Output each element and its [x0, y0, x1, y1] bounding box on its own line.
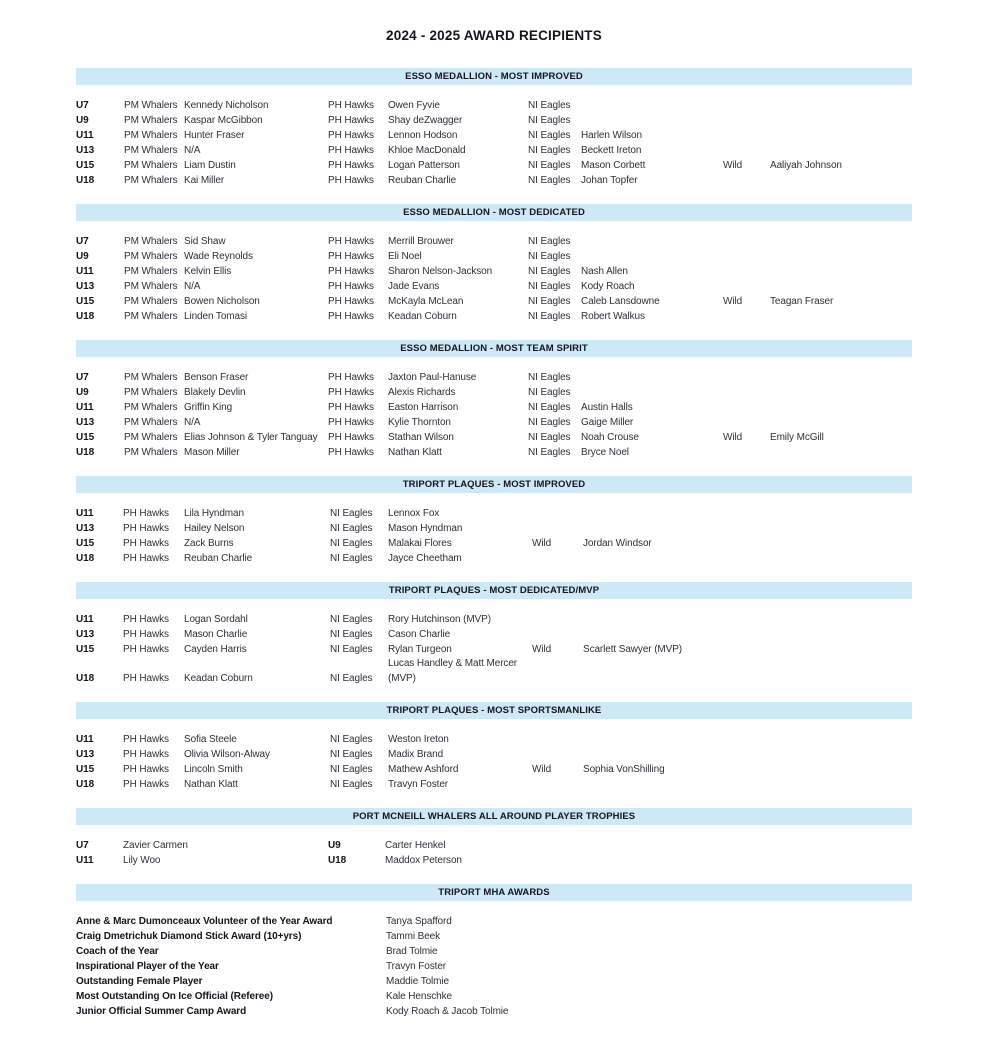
award-row — [76, 536, 912, 551]
recipient-name: Benson Fraser — [184, 371, 249, 383]
age-label: U18 — [76, 446, 95, 458]
team-label: PM Whalers — [124, 371, 178, 383]
team-label: Wild — [532, 643, 552, 655]
recipient-name: Kylie Thornton — [388, 416, 451, 428]
recipient-name: Zack Burns — [184, 537, 234, 549]
team-label: Wild — [723, 431, 743, 443]
award-row — [76, 128, 912, 143]
team-label: PH Hawks — [328, 446, 374, 458]
award-row — [76, 385, 912, 400]
recipient-name: Maddox Peterson — [385, 854, 462, 866]
recipient-name: Nash Allen — [581, 265, 628, 277]
award-row — [76, 309, 912, 324]
team-label: PH Hawks — [123, 552, 169, 564]
age-label: U13 — [76, 628, 95, 640]
section-header-label: ESSO MEDALLION - MOST DEDICATED — [403, 207, 585, 218]
age-label: U7 — [76, 839, 89, 851]
team-label: NI Eagles — [528, 446, 571, 458]
recipient-name: Alexis Richards — [388, 386, 456, 398]
team-label: PH Hawks — [328, 431, 374, 443]
team-label: PM Whalers — [124, 235, 178, 247]
award-row — [76, 929, 912, 944]
recipient-name: Rylan Turgeon — [388, 643, 452, 655]
recipient-name: Emily McGill — [770, 431, 824, 443]
recipient-name: Malakai Flores — [388, 537, 452, 549]
recipient-name: Gaige Miller — [581, 416, 634, 428]
recipient-name: Mason Charlie — [184, 628, 248, 640]
age-label: U11 — [76, 507, 94, 519]
award-name: Craig Dmetrichuk Diamond Stick Award (10+yrs) — [76, 930, 302, 942]
award-section — [76, 340, 912, 460]
age-label: U18 — [76, 672, 95, 684]
team-label: NI Eagles — [528, 416, 571, 428]
team-label: PH Hawks — [123, 537, 169, 549]
team-label: PH Hawks — [328, 144, 374, 156]
award-row — [76, 657, 912, 686]
team-label: Wild — [532, 537, 552, 549]
team-label: PH Hawks — [123, 778, 169, 790]
recipient-name: Jaxton Paul-Hanuse — [388, 371, 477, 383]
recipient-name: Shay deZwagger — [388, 114, 463, 126]
recipient-name: Jayce Cheetham — [388, 552, 462, 564]
team-label: PH Hawks — [123, 748, 169, 760]
team-label: PM Whalers — [124, 446, 178, 458]
recipient-name: Lincoln Smith — [184, 763, 243, 775]
section-header-label: TRIPORT PLAQUES - MOST IMPROVED — [402, 479, 586, 490]
team-label: PH Hawks — [328, 174, 374, 186]
team-label: NI Eagles — [330, 672, 373, 684]
team-label: NI Eagles — [528, 159, 571, 171]
award-recipient: Tammi Beek — [386, 930, 441, 942]
award-recipient: Kody Roach & Jacob Tolmie — [386, 1005, 509, 1017]
team-label: PH Hawks — [328, 250, 374, 262]
recipient-name: Kody Roach — [581, 280, 635, 292]
recipient-name: Reuban Charlie — [184, 552, 253, 564]
recipient-name: Robert Walkus — [581, 310, 645, 322]
award-recipient: Kale Henschke — [386, 990, 452, 1002]
section-header-band — [76, 702, 912, 719]
award-row — [76, 777, 912, 792]
team-label: PM Whalers — [124, 280, 178, 292]
team-label: NI Eagles — [528, 129, 571, 141]
recipient-name: Jade Evans — [388, 280, 440, 292]
award-row — [76, 143, 912, 158]
team-label: PH Hawks — [328, 371, 374, 383]
award-row — [76, 959, 912, 974]
age-label: U7 — [76, 235, 89, 247]
recipient-name: Kelvin Ellis — [184, 265, 232, 277]
team-label: PM Whalers — [124, 431, 178, 443]
recipient-name: Easton Harrison — [388, 401, 459, 413]
award-row — [76, 838, 912, 853]
recipient-name: Lennon Hodson — [388, 129, 458, 141]
recipient-name: N/A — [184, 144, 201, 156]
team-label: NI Eagles — [528, 280, 571, 292]
award-name: Anne & Marc Dumonceaux Volunteer of the Year Award — [76, 915, 333, 927]
team-label: PH Hawks — [328, 295, 374, 307]
page-title: 2024 - 2025 AWARD RECIPIENTS — [386, 28, 602, 43]
team-label: PH Hawks — [328, 159, 374, 171]
team-label: PM Whalers — [124, 129, 178, 141]
team-label: PH Hawks — [328, 386, 374, 398]
recipient-name: Logan Patterson — [388, 159, 460, 171]
recipient-name: Mason Miller — [184, 446, 240, 458]
team-label: NI Eagles — [528, 114, 571, 126]
section-rows — [76, 612, 912, 686]
team-label: NI Eagles — [528, 99, 571, 111]
award-row — [76, 113, 912, 128]
team-label: PH Hawks — [123, 522, 169, 534]
age-label: U18 — [328, 854, 347, 866]
team-label: NI Eagles — [528, 265, 571, 277]
team-label: PH Hawks — [328, 416, 374, 428]
team-label: PH Hawks — [328, 99, 374, 111]
recipient-name: Caleb Lansdowne — [581, 295, 660, 307]
recipient-name: Zavier Carmen — [123, 839, 188, 851]
age-label: U15 — [76, 537, 95, 549]
team-label: PH Hawks — [123, 628, 169, 640]
team-label: NI Eagles — [330, 733, 373, 745]
recipient-name: Austin Halls — [581, 401, 633, 413]
recipient-name: Aaliyah Johnson — [770, 159, 842, 171]
section-header-band — [76, 884, 912, 901]
recipient-name: Liam Dustin — [184, 159, 236, 171]
age-label: U9 — [76, 114, 89, 126]
award-row — [76, 521, 912, 536]
recipient-name: Teagan Fraser — [770, 295, 834, 307]
team-label: PH Hawks — [123, 507, 169, 519]
age-label: U11 — [76, 613, 94, 625]
team-label: NI Eagles — [528, 431, 571, 443]
team-label: NI Eagles — [528, 144, 571, 156]
recipient-name: Mathew Ashford — [388, 763, 459, 775]
age-label: U18 — [76, 552, 95, 564]
award-row — [76, 279, 912, 294]
section-rows — [76, 914, 912, 1019]
team-label: PH Hawks — [123, 672, 169, 684]
section-rows — [76, 370, 912, 460]
award-row — [76, 370, 912, 385]
award-row — [76, 974, 912, 989]
award-name: Inspirational Player of the Year — [76, 960, 219, 972]
age-label: U15 — [76, 431, 95, 443]
team-label: PH Hawks — [123, 763, 169, 775]
award-row — [76, 98, 912, 113]
recipient-name: Cayden Harris — [184, 643, 247, 655]
age-label: U11 — [76, 854, 94, 866]
recipient-name: Olivia Wilson-Alway — [184, 748, 270, 760]
age-label: U18 — [76, 310, 95, 322]
award-row — [76, 853, 912, 868]
section-header-label: TRIPORT PLAQUES - MOST SPORTSMANLIKE — [386, 705, 602, 716]
section-rows — [76, 732, 912, 792]
recipient-name: Blakely Devlin — [184, 386, 246, 398]
award-row — [76, 173, 912, 188]
award-row — [76, 264, 912, 279]
team-label: PM Whalers — [124, 386, 178, 398]
award-section — [76, 884, 912, 1019]
recipient-name: Sid Shaw — [184, 235, 226, 247]
age-label: U11 — [76, 265, 94, 277]
award-row — [76, 612, 912, 627]
recipient-name: Lila Hyndman — [184, 507, 244, 519]
team-label: NI Eagles — [330, 763, 373, 775]
age-label: U13 — [76, 748, 95, 760]
recipient-name: Lucas Handley & Matt Mercer (MVP) — [388, 658, 518, 684]
recipient-name: Merrill Brouwer — [388, 235, 454, 247]
section-header-band — [76, 582, 912, 599]
award-row — [76, 506, 912, 521]
age-label: U11 — [76, 733, 94, 745]
team-label: PM Whalers — [124, 295, 178, 307]
section-header-band — [76, 204, 912, 221]
recipient-name: Sophia VonShilling — [583, 763, 665, 775]
award-row — [76, 642, 912, 657]
age-label: U13 — [76, 280, 95, 292]
team-label: PM Whalers — [124, 401, 178, 413]
recipient-name: Travyn Foster — [388, 778, 449, 790]
recipient-name: Weston Ireton — [388, 733, 449, 745]
age-label: U7 — [76, 99, 89, 111]
award-row — [76, 430, 912, 445]
recipient-name: Bryce Noel — [581, 446, 629, 458]
award-row — [76, 158, 912, 173]
team-label: Wild — [532, 763, 552, 775]
section-header-label: TRIPORT MHA AWARDS — [438, 887, 550, 898]
team-label: NI Eagles — [330, 643, 373, 655]
team-label: PM Whalers — [124, 159, 178, 171]
award-section — [76, 68, 912, 188]
team-label: PM Whalers — [124, 310, 178, 322]
team-label: NI Eagles — [330, 778, 373, 790]
team-label: PM Whalers — [124, 114, 178, 126]
team-label: NI Eagles — [330, 522, 373, 534]
section-header-label: ESSO MEDALLION - MOST TEAM SPIRIT — [400, 343, 588, 354]
recipient-name: Kennedy Nicholson — [184, 99, 269, 111]
team-label: PH Hawks — [123, 733, 169, 745]
award-section — [76, 582, 912, 686]
recipient-name: Scarlett Sawyer (MVP) — [583, 643, 683, 655]
team-label: PM Whalers — [124, 174, 178, 186]
award-row — [76, 762, 912, 777]
team-label: NI Eagles — [528, 401, 571, 413]
sections-container — [76, 68, 912, 1019]
recipient-name: Khloe MacDonald — [388, 144, 466, 156]
recipient-name: Kaspar McGibbon — [184, 114, 263, 126]
team-label: NI Eagles — [528, 235, 571, 247]
team-label: PH Hawks — [328, 129, 374, 141]
team-label: PH Hawks — [328, 280, 374, 292]
team-label: Wild — [723, 159, 743, 171]
team-label: PH Hawks — [328, 401, 374, 413]
recipient-name: Keadan Coburn — [388, 310, 457, 322]
award-row — [76, 415, 912, 430]
award-row — [76, 551, 912, 566]
award-row — [76, 627, 912, 642]
award-row — [76, 747, 912, 762]
recipient-name: Elias Johnson & Tyler Tanguay — [184, 431, 318, 443]
recipient-name: Keadan Coburn — [184, 672, 253, 684]
award-name: Outstanding Female Player — [76, 975, 203, 987]
recipient-name: Harlen Wilson — [581, 129, 642, 141]
award-section — [76, 808, 912, 868]
team-label: NI Eagles — [528, 174, 571, 186]
recipient-name: Stathan Wilson — [388, 431, 454, 443]
section-rows — [76, 838, 912, 868]
recipient-name: Bowen Nicholson — [184, 295, 260, 307]
award-section — [76, 702, 912, 792]
section-rows — [76, 98, 912, 188]
team-label: PM Whalers — [124, 265, 178, 277]
section-header-band — [76, 340, 912, 357]
section-header-band — [76, 68, 912, 85]
award-row — [76, 234, 912, 249]
team-label: PM Whalers — [124, 99, 178, 111]
team-label: NI Eagles — [330, 628, 373, 640]
age-label: U9 — [76, 250, 89, 262]
recipient-name: Mason Hyndman — [388, 522, 463, 534]
team-label: NI Eagles — [528, 250, 571, 262]
recipient-name: Sofia Steele — [184, 733, 237, 745]
recipient-name: Kai Miller — [184, 174, 225, 186]
team-label: PH Hawks — [328, 310, 374, 322]
award-name: Junior Official Summer Camp Award — [76, 1005, 247, 1017]
team-label: NI Eagles — [330, 507, 373, 519]
award-section — [76, 204, 912, 324]
section-header-label: ESSO MEDALLION - MOST IMPROVED — [405, 71, 583, 82]
award-row — [76, 989, 912, 1004]
age-label: U11 — [76, 401, 94, 413]
age-label: U11 — [76, 129, 94, 141]
team-label: Wild — [723, 295, 743, 307]
award-row — [76, 445, 912, 460]
team-label: NI Eagles — [330, 537, 373, 549]
section-header-label: PORT MCNEILL WHALERS ALL AROUND PLAYER TROPHIES — [352, 811, 636, 822]
recipient-name: Griffin King — [184, 401, 233, 413]
team-label: PM Whalers — [124, 416, 178, 428]
recipient-name: Carter Henkel — [385, 839, 446, 851]
recipient-name: Lily Woo — [123, 854, 161, 866]
recipient-name: Hunter Fraser — [184, 129, 245, 141]
age-label: U15 — [76, 763, 95, 775]
age-label: U15 — [76, 159, 95, 171]
award-row — [76, 732, 912, 747]
award-section — [76, 476, 912, 566]
team-label: PH Hawks — [123, 613, 169, 625]
team-label: NI Eagles — [528, 310, 571, 322]
recipient-name: Sharon Nelson-Jackson — [388, 265, 493, 277]
team-label: PH Hawks — [123, 643, 169, 655]
section-header-band — [76, 808, 912, 825]
team-label: PH Hawks — [328, 235, 374, 247]
age-label: U15 — [76, 643, 95, 655]
team-label: PH Hawks — [328, 114, 374, 126]
recipient-name: Lennox Fox — [388, 507, 440, 519]
recipient-name: Reuban Charlie — [388, 174, 457, 186]
age-label: U15 — [76, 295, 95, 307]
age-label: U13 — [76, 416, 95, 428]
award-row — [76, 249, 912, 264]
team-label: PM Whalers — [124, 144, 178, 156]
team-label: NI Eagles — [330, 613, 373, 625]
recipient-name: Nathan Klatt — [184, 778, 238, 790]
recipient-name: N/A — [184, 280, 201, 292]
age-label: U9 — [328, 839, 341, 851]
team-label: NI Eagles — [330, 748, 373, 760]
age-label: U18 — [76, 174, 95, 186]
section-rows — [76, 506, 912, 566]
recipient-name: Jordan Windsor — [583, 537, 652, 549]
team-label: PH Hawks — [328, 265, 374, 277]
recipient-name: Nathan Klatt — [388, 446, 442, 458]
team-label: NI Eagles — [528, 386, 571, 398]
team-label: PM Whalers — [124, 250, 178, 262]
recipient-name: Wade Reynolds — [184, 250, 253, 262]
recipient-name: Mason Corbett — [581, 159, 646, 171]
section-header-band — [76, 476, 912, 493]
award-name: Coach of the Year — [76, 945, 159, 957]
award-row — [76, 944, 912, 959]
recipient-name: Madix Brand — [388, 748, 444, 760]
award-recipient: Travyn Foster — [386, 960, 447, 972]
award-name: Most Outstanding On Ice Official (Referee) — [76, 990, 273, 1002]
section-rows — [76, 234, 912, 324]
recipient-name: Beckett Ireton — [581, 144, 642, 156]
age-label: U13 — [76, 522, 95, 534]
recipient-name: Logan Sordahl — [184, 613, 248, 625]
award-recipient: Brad Tolmie — [386, 945, 438, 957]
award-row — [76, 400, 912, 415]
team-label: NI Eagles — [330, 552, 373, 564]
recipient-name: Linden Tomasi — [184, 310, 248, 322]
recipient-name: Owen Fyvie — [388, 99, 440, 111]
award-recipient: Tanya Spafford — [386, 915, 452, 927]
recipient-name: Hailey Nelson — [184, 522, 245, 534]
recipient-name: N/A — [184, 416, 201, 428]
team-label: NI Eagles — [528, 371, 571, 383]
award-row — [76, 1004, 912, 1019]
age-label: U9 — [76, 386, 89, 398]
recipient-name: Rory Hutchinson (MVP) — [388, 613, 491, 625]
age-label: U13 — [76, 144, 95, 156]
recipient-name: Johan Topfer — [581, 174, 638, 186]
section-header-label: TRIPORT PLAQUES - MOST DEDICATED/MVP — [388, 585, 600, 596]
age-label: U7 — [76, 371, 89, 383]
recipient-name: Cason Charlie — [388, 628, 451, 640]
award-row — [76, 914, 912, 929]
recipient-name: McKayla McLean — [388, 295, 464, 307]
age-label: U18 — [76, 778, 95, 790]
award-row — [76, 294, 912, 309]
recipient-name: Noah Crouse — [581, 431, 639, 443]
recipient-name: Eli Noel — [388, 250, 422, 262]
team-label: NI Eagles — [528, 295, 571, 307]
award-recipient: Maddie Tolmie — [386, 975, 449, 987]
